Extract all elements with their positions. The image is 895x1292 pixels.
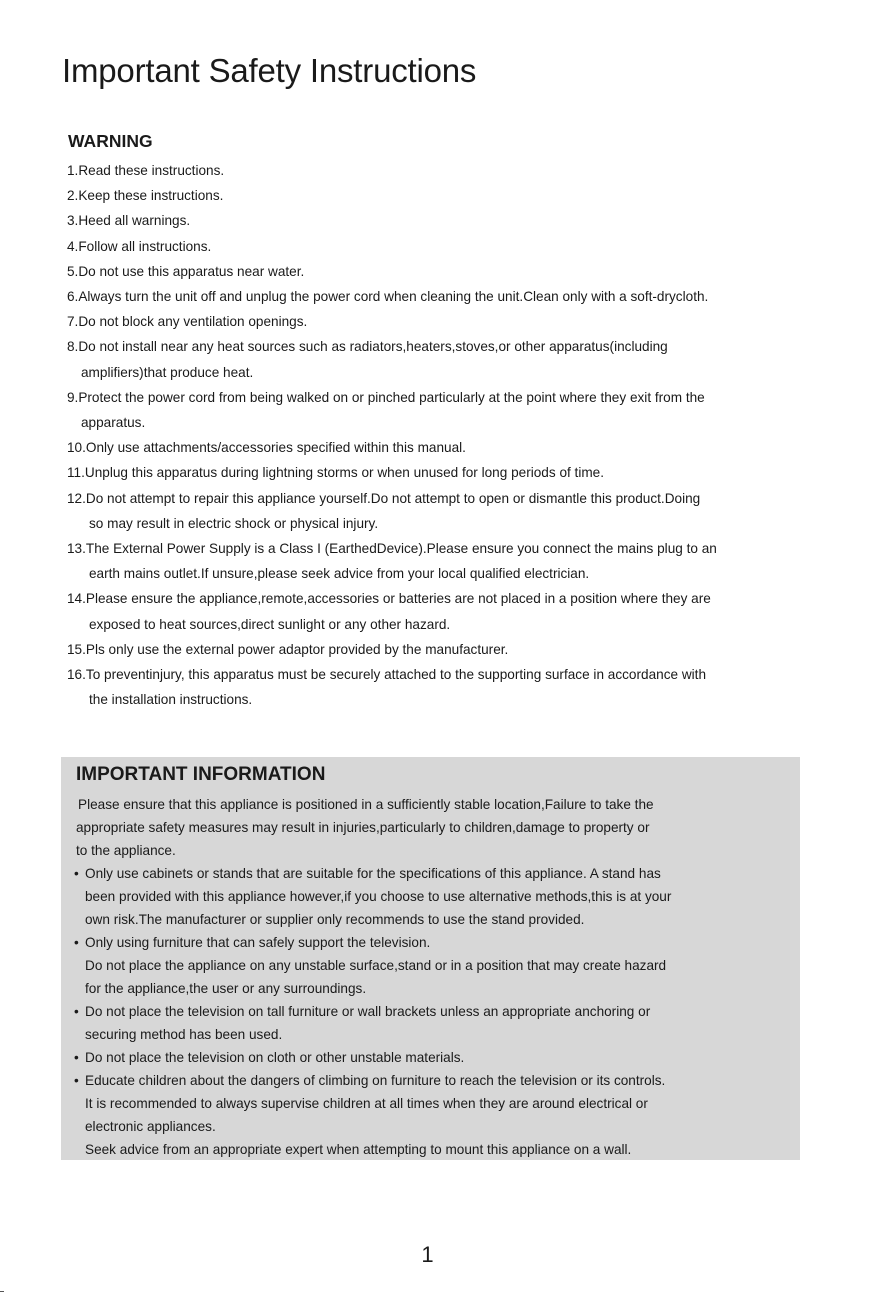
bullet-icon: • bbox=[74, 1004, 79, 1019]
warning-item-text: 10.Only use attachments/accessories specified within this manual. bbox=[67, 440, 466, 456]
warning-item-continuation: the installation instructions. bbox=[89, 692, 253, 708]
info-bullet-line: Do not place the television on cloth or other unstable materials. bbox=[85, 1050, 465, 1065]
warning-list bbox=[67, 158, 807, 712]
page-title: Important Safety Instructions bbox=[62, 52, 477, 89]
warning-item bbox=[67, 284, 807, 309]
warning-item-text: 7.Do not block any ventilation openings. bbox=[67, 314, 308, 330]
warning-item-text: 5.Do not use this apparatus near water. bbox=[67, 263, 305, 279]
info-bullet-line: own risk.The manufacturer or supplier only recommends to use the stand provided. bbox=[85, 912, 585, 927]
warning-item-text: 11.Unplug this apparatus during lightning storms or when unused for long periods of time. bbox=[67, 465, 605, 481]
warning-item-text: 13.The External Power Supply is a Class I (EarthedDevice).Please ensure you connect the mains plug to an bbox=[67, 541, 717, 557]
bullet-icon: • bbox=[74, 866, 79, 881]
warning-item-continuation: apparatus. bbox=[81, 415, 146, 431]
warning-item bbox=[67, 435, 807, 460]
info-bullet-line: It is recommended to always supervise children at all times when they are around electrical or bbox=[85, 1096, 648, 1111]
info-heading: IMPORTANT INFORMATION bbox=[76, 764, 326, 785]
warning-item-text: 8.Do not install near any heat sources such as radiators,heaters,stoves,or other apparatus(including bbox=[67, 339, 668, 355]
warning-item-text: 3.Heed all warnings. bbox=[67, 213, 191, 229]
info-bullet-line: securing method has been used. bbox=[85, 1027, 283, 1042]
warning-heading: WARNING bbox=[68, 131, 153, 151]
warning-section bbox=[67, 130, 807, 712]
warning-item bbox=[67, 486, 807, 536]
warning-item-continuation: so may result in electric shock or physical injury. bbox=[89, 515, 379, 531]
info-bullet-item bbox=[76, 1000, 786, 1046]
info-bullet-list bbox=[76, 862, 786, 1161]
warning-item bbox=[67, 536, 807, 586]
warning-item-text: 2.Keep these instructions. bbox=[67, 188, 224, 204]
info-bullet-line: Seek advice from an appropriate expert when attempting to mount this appliance on a wall. bbox=[85, 1142, 632, 1157]
warning-item bbox=[67, 259, 807, 284]
info-intro-line: appropriate safety measures may result in injuries,particularly to children,damage to property or bbox=[76, 820, 650, 835]
warning-item-continuation: amplifiers)that produce heat. bbox=[81, 364, 254, 380]
page-number: 1 bbox=[421, 1242, 434, 1267]
warning-item-continuation: exposed to heat sources,direct sunlight or any other hazard. bbox=[89, 616, 451, 632]
warning-item bbox=[67, 662, 807, 712]
warning-item bbox=[67, 586, 807, 636]
info-bullet-item bbox=[76, 1069, 786, 1161]
warning-item-text: 16.To preventinjury, this apparatus must be securely attached to the supporting surface in accordance with bbox=[67, 667, 707, 683]
info-intro-line: Please ensure that this appliance is positioned in a sufficiently stable location,Failure to take the bbox=[78, 797, 654, 812]
warning-item bbox=[67, 460, 807, 485]
info-bullet-item bbox=[76, 1046, 786, 1069]
info-bullet-line: Only using furniture that can safely support the television. bbox=[85, 935, 431, 950]
warning-item-continuation: earth mains outlet.If unsure,please seek advice from your local qualified electrician. bbox=[89, 566, 590, 582]
info-bullet-line: Do not place the appliance on any unstable surface,stand or in a position that may create hazard bbox=[85, 958, 667, 973]
important-information-box bbox=[61, 757, 800, 1160]
info-intro bbox=[76, 793, 786, 862]
bullet-icon: • bbox=[74, 935, 79, 950]
info-bullet-line: electronic appliances. bbox=[85, 1119, 216, 1134]
warning-item bbox=[67, 385, 807, 435]
warning-item bbox=[67, 208, 807, 233]
info-bullet-line: Do not place the television on tall furniture or wall brackets unless an appropriate anchoring or bbox=[85, 1004, 651, 1019]
info-bullet-line: been provided with this appliance however,if you choose to use alternative methods,this is at your bbox=[85, 889, 672, 904]
warning-item-text: 12.Do not attempt to repair this appliance yourself.Do not attempt to open or dismantle this product.Doing bbox=[67, 490, 701, 506]
warning-item bbox=[67, 158, 807, 183]
info-intro-line: to the appliance. bbox=[76, 843, 176, 858]
warning-item-text: 1.Read these instructions. bbox=[67, 163, 225, 178]
bullet-icon: • bbox=[74, 1073, 79, 1088]
info-bullet-line: for the appliance,the user or any surroundings. bbox=[85, 981, 367, 996]
warning-item-text: 4.Follow all instructions. bbox=[67, 238, 212, 254]
warning-item bbox=[67, 234, 807, 259]
info-bullet-item bbox=[76, 931, 786, 1000]
info-bullet-line: Educate children about the dangers of climbing on furniture to reach the television or its controls. bbox=[85, 1073, 666, 1088]
warning-item-text: 14.Please ensure the appliance,remote,accessories or batteries are not placed in a position where they are bbox=[67, 591, 711, 607]
warning-item bbox=[67, 637, 807, 662]
warning-item bbox=[67, 334, 807, 384]
warning-item bbox=[67, 309, 807, 334]
info-bullet-item bbox=[76, 862, 786, 931]
warning-item bbox=[67, 183, 807, 208]
warning-item-text: 6.Always turn the unit off and unplug the power cord when cleaning the unit.Clean only with a soft-drycloth. bbox=[67, 289, 709, 305]
bullet-icon: • bbox=[74, 1050, 79, 1065]
warning-item-text: 15.Pls only use the external power adaptor provided by the manufacturer. bbox=[67, 641, 509, 657]
info-bullet-line: Only use cabinets or stands that are suitable for the specifications of this appliance. A stand has bbox=[85, 866, 661, 881]
warning-item-text: 9.Protect the power cord from being walked on or pinched particularly at the point where they exit from the bbox=[67, 389, 705, 405]
